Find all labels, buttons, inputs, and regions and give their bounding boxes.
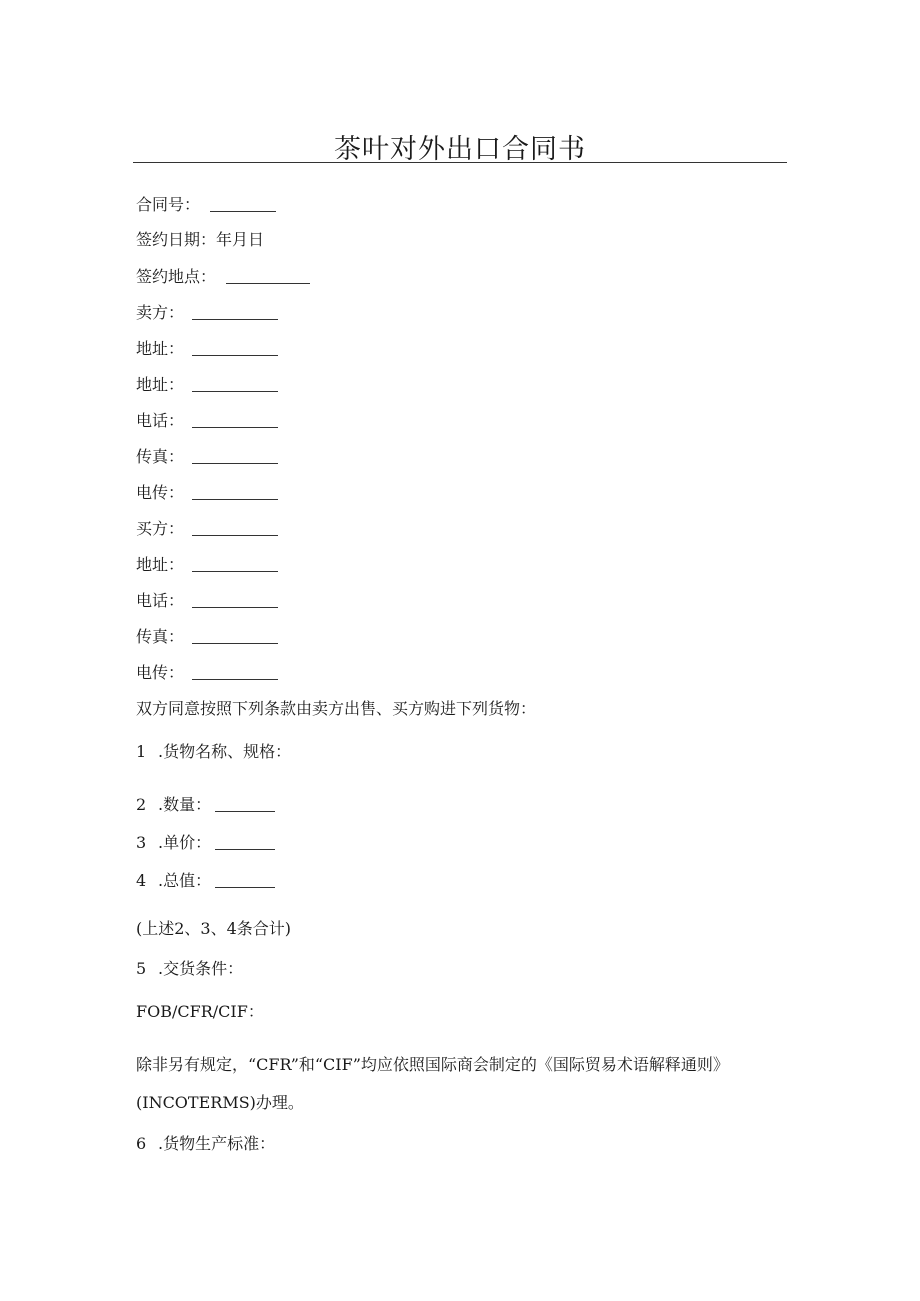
fill-in-blank[interactable] xyxy=(192,629,278,644)
field-seller-telex xyxy=(136,482,278,504)
field-label: 电话： xyxy=(136,591,185,610)
trade-terms: FOB/CFR/CIF： xyxy=(136,1002,264,1021)
field-label: 买方： xyxy=(136,519,185,538)
field-label: 电传： xyxy=(136,483,185,502)
field-label: 传真： xyxy=(136,627,185,646)
fill-in-blank[interactable] xyxy=(192,521,278,536)
field-sign-date xyxy=(136,229,264,251)
field-label: 电话： xyxy=(136,411,185,430)
sum-note: (上述2、3、4条合计) xyxy=(136,919,292,938)
fill-in-blank[interactable] xyxy=(192,593,278,608)
clause-5 xyxy=(136,958,243,980)
fill-in-blank[interactable] xyxy=(215,873,275,888)
field-label: 合同号： xyxy=(136,195,201,214)
fill-in-blank[interactable] xyxy=(192,377,278,392)
clause-3 xyxy=(136,832,275,854)
clause-6 xyxy=(136,1133,275,1155)
field-buyer-fax xyxy=(136,626,278,648)
field-label: 签约日期：年月日 xyxy=(136,230,265,249)
field-seller-address xyxy=(136,338,278,360)
intro-paragraph: 双方同意按照下列条款由卖方出售、买方购进下列货物： xyxy=(136,699,537,718)
clause-1 xyxy=(136,741,291,763)
clause-label: .货物名称、规格： xyxy=(158,742,292,761)
clause-label: .交货条件： xyxy=(158,959,244,978)
clause-number: 6 xyxy=(136,1134,147,1153)
clause-2 xyxy=(136,794,275,816)
fill-in-blank[interactable] xyxy=(192,449,278,464)
field-seller-address-2 xyxy=(136,374,278,396)
clause-number: 2 xyxy=(136,795,147,814)
field-seller-fax xyxy=(136,446,278,468)
incoterms-note-line-1: 除非另有规定，“CFR”和“CIF”均应依照国际商会制定的《国际贸易术语解释通则》 xyxy=(136,1055,729,1074)
field-sign-place xyxy=(136,266,310,288)
field-contract-no xyxy=(136,194,276,216)
fill-in-blank[interactable] xyxy=(210,197,276,212)
field-label: 传真： xyxy=(136,447,185,466)
clause-number: 4 xyxy=(136,871,147,890)
field-label: 电传： xyxy=(136,663,185,682)
fill-in-blank[interactable] xyxy=(226,269,310,284)
document-title: 茶叶对外出口合同书 xyxy=(334,134,586,165)
field-label: 地址： xyxy=(136,375,185,394)
incoterms-note-line-2: (INCOTERMS)办理。 xyxy=(136,1093,304,1112)
field-buyer-address xyxy=(136,554,278,576)
field-label: 地址： xyxy=(136,555,185,574)
field-seller-phone xyxy=(136,410,278,432)
clause-number: 3 xyxy=(136,833,147,852)
fill-in-blank[interactable] xyxy=(192,485,278,500)
field-label: 卖方： xyxy=(136,303,185,322)
clause-label: .单价： xyxy=(158,833,212,852)
field-label: 地址： xyxy=(136,339,185,358)
clause-number: 5 xyxy=(136,959,147,978)
field-buyer xyxy=(136,518,278,540)
fill-in-blank[interactable] xyxy=(192,341,278,356)
field-buyer-telex xyxy=(136,662,278,684)
fill-in-blank[interactable] xyxy=(192,305,278,320)
fill-in-blank[interactable] xyxy=(192,665,278,680)
clause-4 xyxy=(136,870,275,892)
fill-in-blank[interactable] xyxy=(215,835,275,850)
fill-in-blank[interactable] xyxy=(215,797,275,812)
clause-label: .货物生产标准： xyxy=(158,1134,276,1153)
clause-label: .总值： xyxy=(158,871,212,890)
field-seller xyxy=(136,302,278,324)
fill-in-blank[interactable] xyxy=(192,413,278,428)
clause-label: .数量： xyxy=(158,795,212,814)
fill-in-blank[interactable] xyxy=(192,557,278,572)
clause-number: 1 xyxy=(136,742,147,761)
field-label: 签约地点： xyxy=(136,267,217,286)
title-underline xyxy=(133,162,787,163)
field-buyer-phone xyxy=(136,590,278,612)
